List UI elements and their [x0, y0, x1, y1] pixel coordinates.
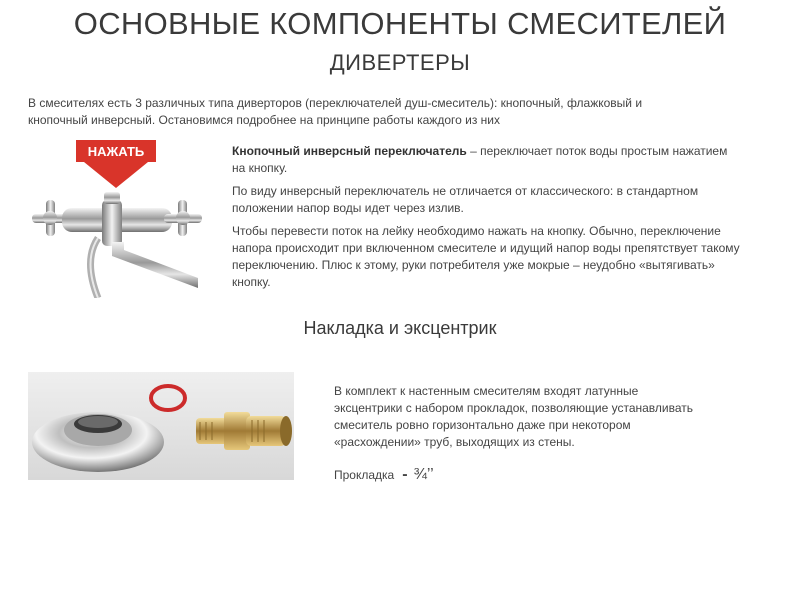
- gasket-size: ¾’’: [413, 466, 434, 483]
- inverse-switch-p3: Чтобы перевести поток на лейку необходимо нажать на кнопку. Обычно, переключение напора происходит при включенном смесителе и идущий напор воды препятствует такому переключению. Плюс к этому, руки потребителя уже мокрые – неудобно «вытягивать» кнопку.: [232, 224, 740, 289]
- intro-line-1: В смесителях есть 3 различных типа диверторов (переключателей душ-смеситель): кнопочный, флажковый и: [28, 96, 643, 110]
- gasket-label: Прокладка: [334, 468, 395, 482]
- faucet-image: [28, 138, 208, 298]
- inverse-switch-p1: [232, 143, 742, 177]
- intro-line-2: кнопочный инверсный. Остановимся подробнее на принципе работы каждого из них: [28, 113, 500, 127]
- inverse-switch-p2: По виду инверсный переключатель не отличается от классического: в стандартном положении напор воды идет через излив.: [232, 184, 699, 215]
- inverse-switch-p1-text: – переключает поток воды простым нажатием на кнопку.: [232, 144, 728, 175]
- gasket-size-line: [334, 466, 434, 484]
- page-title: ОСНОВНЫЕ КОМПОНЕНТЫ СМЕСИТЕЛЕЙ: [73, 6, 727, 41]
- cover-plate: [32, 412, 164, 472]
- press-label: НАЖАТЬ: [87, 144, 145, 159]
- intro-paragraph: [28, 95, 748, 129]
- right-handle: [164, 200, 202, 236]
- page-subtitle: ДИВЕРТЕРЫ: [329, 50, 471, 75]
- eccentric-description: В комплект к настенным смесителям входят латунные эксцентрики с набором прокладок, позволяющие устанавливать смеситель ровно горизонтально даже при некотором «расхождении» труб, выходящих из стены.: [334, 384, 693, 449]
- inverse-switch-title: Кнопочный инверсный переключатель: [232, 144, 467, 158]
- gasket-dash: -: [402, 466, 408, 483]
- eccentric-heading: Накладка и эксцентрик: [303, 318, 497, 338]
- parts-image: [28, 372, 294, 480]
- inverse-switch-description: [232, 143, 742, 297]
